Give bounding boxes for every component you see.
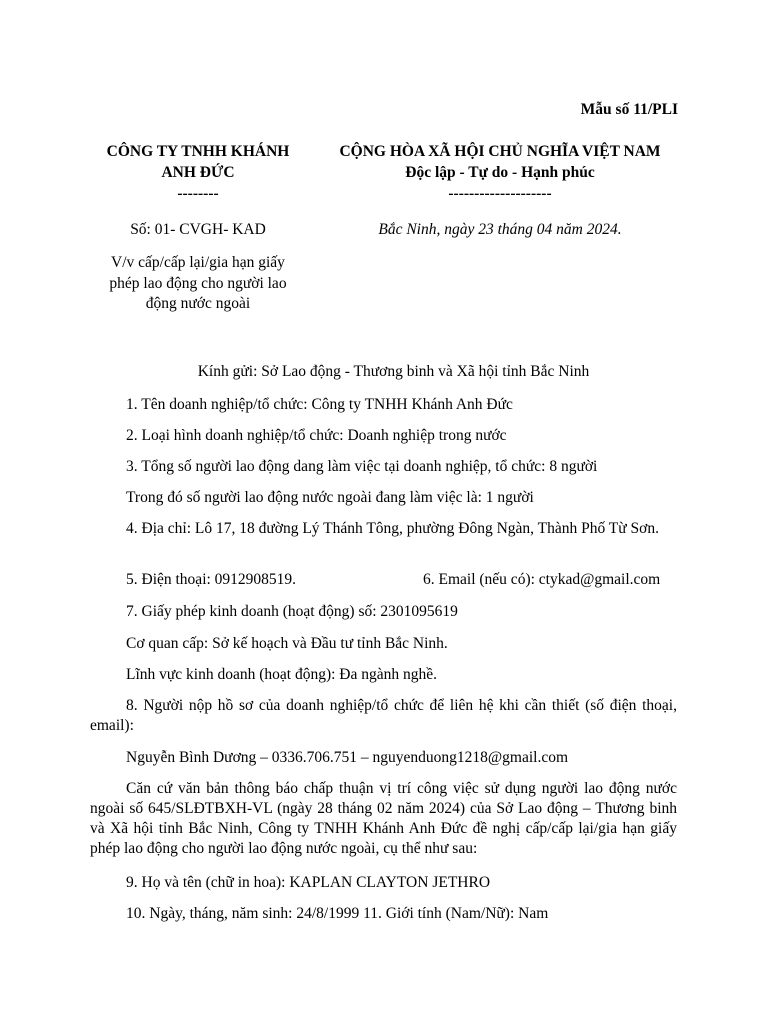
item-1-company-name: 1. Tên doanh nghiệp/tổ chức: Công ty TNHH Khánh Anh Đức bbox=[126, 396, 513, 413]
nation-divider: -------------------- bbox=[448, 185, 552, 202]
subject-line1: V/v cấp/cấp lại/gia hạn giấy bbox=[111, 254, 285, 271]
company-block bbox=[90, 141, 306, 204]
nation-block bbox=[318, 141, 682, 204]
contact-details: Nguyễn Bình Dương – 0336.706.751 – nguyenduong1218@gmail.com bbox=[126, 749, 569, 766]
item-8-contact-person: 8. Người nộp hồ sơ của doanh nghiệp/tổ chức để liên hệ khi cần thiết (số điện thoại, email): bbox=[90, 697, 677, 734]
business-field: Lĩnh vực kinh doanh (hoạt động): Đa ngành nghề. bbox=[126, 666, 438, 683]
subject-block bbox=[90, 253, 306, 315]
company-divider: -------- bbox=[177, 185, 219, 202]
item-3-employee-count: 3. Tổng số người lao động dang làm việc tại doanh nghiệp, tổ chức: 8 người bbox=[126, 458, 598, 475]
nation-name: CỘNG HÒA XÃ HỘI CHỦ NGHĨA VIỆT NAM bbox=[339, 143, 661, 160]
document-number: Số: 01- CVGH- KAD bbox=[130, 221, 266, 238]
item-4-address: 4. Địa chỉ: Lô 17, 18 đường Lý Thánh Tông, phường Đông Ngàn, Thành Phố Từ Sơn. bbox=[126, 520, 659, 537]
place-date: Bắc Ninh, ngày 23 tháng 04 năm 2024. bbox=[378, 221, 622, 238]
company-name-line2: ANH ĐỨC bbox=[161, 164, 235, 181]
item-5-phone: 5. Điện thoại: 0912908519. bbox=[126, 571, 297, 588]
form-code: Mẫu số 11/PLI bbox=[580, 101, 678, 118]
item-9-full-name: 9. Họ và tên (chữ in hoa): KAPLAN CLAYTON JETHRO bbox=[126, 874, 491, 891]
basis-paragraph: Căn cứ văn bản thông báo chấp thuận vị trí công việc sử dụng người lao động nước ngoài số 645/SLĐTBXH-VL (ngày 28 tháng 02 năm 2024) của Sở Lao động – Thương binh và Xã hội tỉnh Bắc Ninh, Công ty TNHH Khánh Anh Đức đề nghị cấp/cấp lại/gia hạn giấy phép lao động cho người lao động nước ngoài, cụ thể như sau: bbox=[90, 780, 677, 857]
recipient: Kính gửi: Sở Lao động - Thương binh và Xã hội tỉnh Bắc Ninh bbox=[197, 363, 590, 380]
item-10-11-birth-gender: 10. Ngày, tháng, năm sinh: 24/8/1999 11. Giới tính (Nam/Nữ): Nam bbox=[126, 905, 549, 922]
subject-line3: động nước ngoài bbox=[145, 295, 251, 312]
subject-line2: phép lao động cho người lao bbox=[109, 274, 287, 292]
item-6-email: 6. Email (nếu có): ctykad@gmail.com bbox=[423, 571, 661, 588]
license-issuer: Cơ quan cấp: Sở kế hoạch và Đầu tư tỉnh Bắc Ninh. bbox=[126, 635, 448, 652]
foreign-employee-count: Trong đó số người lao động nước ngoài đang làm việc là: 1 người bbox=[126, 489, 534, 506]
company-name-line1: CÔNG TY TNHH KHÁNH bbox=[106, 143, 290, 160]
item-7-business-license: 7. Giấy phép kinh doanh (hoạt động) số: 2301095619 bbox=[126, 603, 458, 620]
nation-motto: Độc lập - Tự do - Hạnh phúc bbox=[405, 164, 595, 181]
item-2-company-type: 2. Loại hình doanh nghiệp/tổ chức: Doanh nghiệp trong nước bbox=[126, 427, 507, 444]
